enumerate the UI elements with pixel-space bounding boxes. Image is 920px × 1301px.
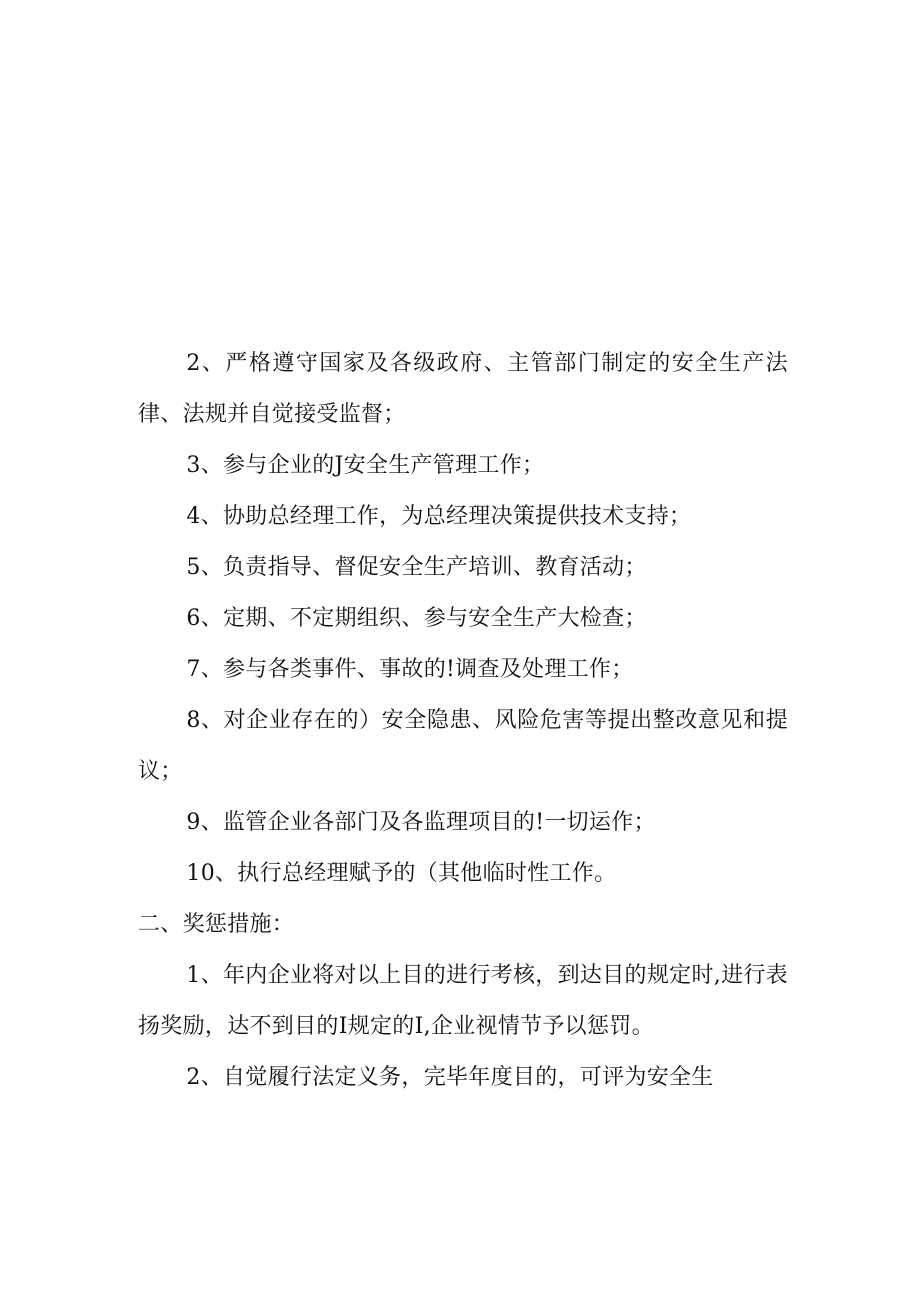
section-heading: 二、奖惩措施： — [138, 912, 295, 937]
duty-item-5: 5、负责指导、督促安全生产培训、教育活动； — [186, 555, 647, 580]
reward-item-2: 2、自觉履行法定义务，完毕年度目的，可评为安全生 — [186, 1065, 714, 1090]
duty-item-10: 10、执行总经理赋予的（其他临时性工作。 — [186, 861, 617, 886]
duty-item-9: 9、监管企业各部门及各监理项目的!一切运作； — [186, 810, 656, 835]
duty-item-4: 4、协助总经理工作，为总经理决策提供技术支持； — [186, 504, 692, 529]
duty-item-6: 6、定期、不定期组织、参与安全生产大检查； — [186, 606, 647, 631]
reward-item-1: 1、年内企业将对以上目的进行考核，到达目的规定时,进行表扬奖励，达不到目的I规定的I,企业视情节予以惩罚。 — [138, 963, 788, 1039]
duty-item-8: 8、对企业存在的）安全隐患、风险危害等提出整改意见和提议； — [138, 708, 788, 784]
duty-item-7: 7、参与各类事件、事故的!调查及处理工作； — [186, 657, 634, 682]
duty-item-3: 3、参与企业的J安全生产管理工作； — [186, 453, 545, 478]
document-body — [138, 338, 788, 1103]
duty-item-2: 2、严格遵守国家及各级政府、主管部门制定的安全生产法律、法规并自觉接受监督； — [138, 351, 788, 427]
